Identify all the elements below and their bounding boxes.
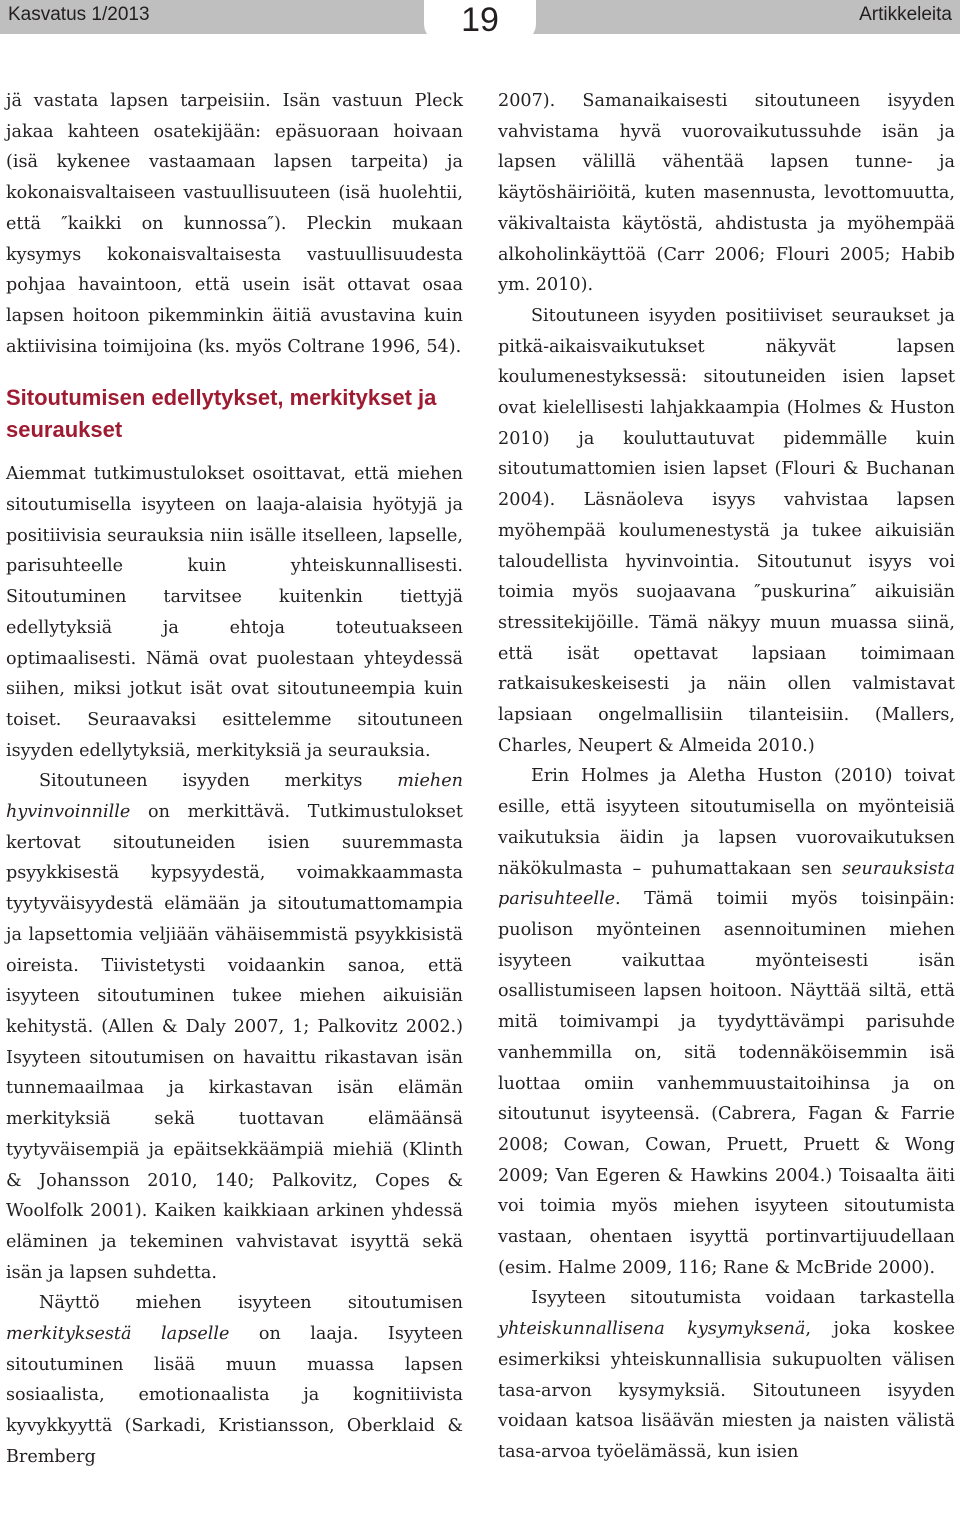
left-column xyxy=(6,86,463,1473)
emphasis: miehen hyvinvoinnille xyxy=(6,771,463,823)
text-run: on merkittävä. Tutkimustulokset kertovat sitoutuneiden isien suuremmasta psyykkisestä kypsyydestä, voimakkaammasta tyytyväisyydestä elämään ja sitoutumattomampia ja lapsettomia veljiään vähäisemmistä psyykkisistä oireista. Tiivistetysti voidaankin sanoa, että isyyteen sitoutuminen tukee miehen aikuisiän kehitystä. (Allen & Daly 2007, 1; Palkovitz 2002.) Isyyteen sitoutumisen on havaittu rikastavan isän tunnemaailmaa ja kirkastavan isän elämän merkityksiä sekä tuottavan elämäänsä tyytyväisempiä ja epäitsekkäämpiä miehiä (Klinth & Johansson 2010, 140; Palkovitz, Copes & Woolfolk 2001). Kaiken kaikkiaan arkinen yhdessä eläminen ja tekeminen vahvistavat isyyttä sekä isän ja lapsen suhdetta. xyxy=(6,802,463,1283)
paragraph xyxy=(498,761,955,1283)
section-name: Artikkeleita xyxy=(859,4,952,25)
emphasis: seurauksista parisuhteelle xyxy=(498,858,955,910)
paragraph: Aiemmat tutkimustulokset osoittavat, että miehen sitoutumisella isyyteen on laaja-alaisia hyötyjä ja positiivisia seurauksia niin isälle itselleen, lapselle, parisuhteelle kuin yhteiskunnallisesti. Sitoutuminen tarvitsee kuitenkin tiettyjä edellytyksiä ja ehtoja toteutuakseen optimaalisesti. Nämä ovat puolestaan yhteydessä siihen, miksi jotkut isät ovat sitoutuneempia kuin toiset. Seuraavaksi esittelemme sitoutuneen isyyden edellytyksiä, merkityksiä ja seurauksia. xyxy=(6,464,463,761)
right-column xyxy=(498,86,955,1468)
paragraph xyxy=(498,1283,955,1467)
running-header xyxy=(0,0,960,42)
paragraph: 2007). Samanaikaisesti sitoutuneen isyyden vahvistama hyvä vuorovaikutussuhde isän ja lapsen välillä vähentää lapsen tunne- ja käytöshäiriöitä, kuten masennusta, levottomuutta, väkivaltaista käytöstä, ahdistusta ja myöhempää alkoholinkäyttöä (Carr 2006; Flouri 2005; Habib ym. 2010). xyxy=(498,91,955,296)
text-run: Näyttö miehen isyyteen sitoutumisen xyxy=(39,1293,463,1314)
page-number: 19 xyxy=(461,1,499,39)
text-run: on laaja. Isyyteen sitoutuminen lisää muun muassa lapsen sosiaalista, emotionaalista ja kognitiivista kyvykkyyttä (Sarkadi, Kristiansson, Oberklaid & Bremberg xyxy=(6,1324,463,1467)
paragraph: jä vastata lapsen tarpeisiin. Isän vastuun Pleck jakaa kahteen osatekijään: epäsuoraan hoivaan (isä kykenee vastaamaan lapsen tarpeita) ja kokonaisvaltaiseen vastuullisuuteen (isä huolehtii, että ″kaikki on kunnossa″). Pleckin mukaan kysymys kokonaisvaltaisesta vastuullisuudesta pohjaa havaintoon, että usein isät ottavat osaa lapsen hoitoon pikemminkin äitiä avustavina kuin aktiivisina toimijoina (ks. myös Coltrane 1996, 54). xyxy=(6,91,463,357)
emphasis: yhteiskunnallisena kysymyksenä xyxy=(498,1319,806,1340)
text-run: Erin Holmes ja Aletha Huston (2010) toivat esille, että isyyteen sitoutumisella on myönteisiä vaikutuksia äidin ja lapsen vuorovaikutuksen näkökulmasta – puhumattakaan sen xyxy=(498,766,955,879)
paragraph xyxy=(6,766,463,1288)
section-heading: Sitoutumisen edellytykset, merkitykset ja seuraukset xyxy=(6,385,437,443)
journal-issue: Kasvatus 1/2013 xyxy=(8,4,150,25)
text-run: , joka koskee esimerkiksi yhteiskunnallisia sukupuolten välisen tasa-arvon kysymyksiä. Sitoutuneen isyyden voidaan katsoa lisäävän miesten ja naisten välistä tasa-arvoa työelämässä, kun isien xyxy=(498,1319,955,1462)
text-run: . Tämä toimii myös toisinpäin: puolison myönteinen asennoituminen miehen isyyteen vaikuttaa myönteisesti isän osallistumiseen lapsen hoitoon. Näyttää siltä, että mitä toimivampi ja tyydyttävämpi parisuhde vanhemmilla on, sitä todennäköisemmin isä luottaa omiin vanhemmuustaitoihinsa ja on sitoutunut isyyteensä. (Cabrera, Fagan & Farrie 2008; Cowan, Cowan, Pruett, Pruett & Wong 2009; Van Egeren & Hawkins 2004.) Toisaalta äiti voi toimia myös miehen isyyteen sitoutumista vastaan, ohentaen isyyttä portinvartijuudellaan (esim. Halme 2009, 116; Rane & McBride 2000). xyxy=(498,889,955,1278)
text-run: Isyyteen sitoutumista voidaan tarkastella xyxy=(531,1288,955,1309)
paragraph: Sitoutuneen isyyden positiiviset seuraukset ja pitkä-aikaisvaikutukset näkyvät lapsen koulumenestyksessä: sitoutuneiden isien lapset ovat kielellisesti lahjakkaampia (Holmes & Huston 2010) ja kouluttautuvat pidemmälle kuin sitoutumattomien isien lapset (Flouri & Buchanan 2004). Läsnäoleva isyys vahvistaa lapsen myöhempää koulumenestystä ja tukee aikuisiän taloudellista hyvinvointia. Sitoutunut isyys voi toimia myös suojaavana ″puskurina″ aikuisiän stressitekijöille. Tämä näkyy muun muassa siinä, että isät opettavat lapsiaan toimimaan ratkaisukeskeisesti ja näin ollen valmistavat lapsiaan ongelmallisiin tilanteisiin. (Mallers, Charles, Neupert & Almeida 2010.) xyxy=(498,305,955,756)
emphasis: merkityksestä lapselle xyxy=(6,1324,230,1345)
paragraph xyxy=(6,1288,463,1472)
text-run: Sitoutuneen isyyden merkitys xyxy=(39,771,398,792)
